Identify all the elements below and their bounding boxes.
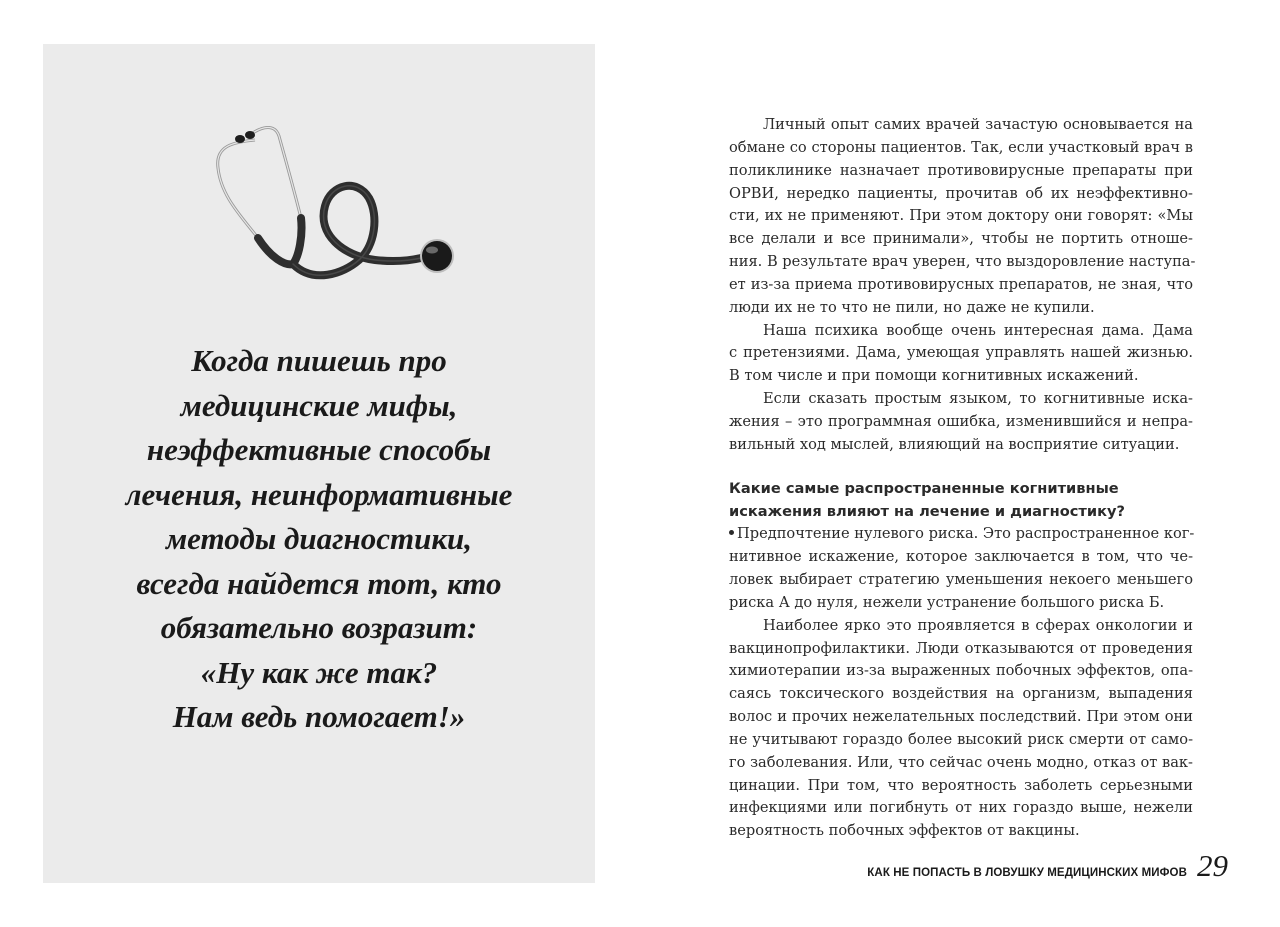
text-line: Личный опыт самих врачей зачастую основывается на (763, 116, 1193, 133)
text-line: ОРВИ, нередко пациенты, прочитав об их неэффективно- (729, 184, 1193, 202)
text-line (729, 523, 1193, 546)
text-line: цинации. При том, что вероятность заболеть серьезными (729, 776, 1193, 794)
heading-line: искажения влияют на лечение и диагностику? (729, 502, 1125, 520)
text-line: саясь токсического воздействия на организм, выпадения (729, 685, 1193, 703)
bullet-item (729, 523, 1193, 614)
running-title: КАК НЕ ПОПАСТЬ В ЛОВУШКУ МЕДИЦИНСКИХ МИФОВ (867, 867, 1187, 879)
text-line: химиотерапии из-за выраженных побочных эффектов, опа- (729, 662, 1193, 680)
text-line: го заболевания. Или, что сейчас очень модно, отказ от вак- (729, 753, 1193, 771)
text-line: ния. В результате врач уверен, что выздоровление наступа- (729, 253, 1196, 271)
right-page-text (729, 114, 1196, 843)
text-line: Если сказать простым языком, то когнитивные иска- (763, 390, 1193, 408)
quote-line: медицинские мифы, (180, 387, 458, 423)
quote-line: Нам ведь помогает!» (172, 699, 466, 734)
text-line: нитивное искажение, которое заключается в том, что че- (729, 548, 1193, 566)
text-line: с претензиями. Дама, умеющая управлять нашей жизнью. (729, 344, 1193, 362)
text-line: вильный ход мыслей, влияющий на восприятие ситуации. (729, 435, 1180, 453)
body-paragraph (729, 388, 1193, 457)
quote-line: неэффективные способы (146, 432, 492, 467)
page-footer (760, 848, 1228, 884)
page-number: 29 (1197, 848, 1228, 883)
quote-line: Когда пишешь про (191, 343, 447, 378)
text-line: жения – это программная ошибка, изменившийся и непра- (729, 412, 1193, 430)
text-line: Наша психика вообще очень интересная дама. Дама (763, 321, 1193, 339)
body-paragraph (729, 114, 1196, 320)
text-line: риска А до нуля, нежели устранение большого риска Б. (729, 593, 1165, 611)
bullet-icon (729, 530, 734, 535)
quote-line: методы диагностики, (165, 521, 473, 556)
text-line: вероятность побочных эффектов от вакцины. (729, 822, 1080, 840)
text-line: Наиболее ярко это проявляется в сферах онкологии и (763, 616, 1193, 634)
heading-line: Какие самые распространенные когнитивные (729, 479, 1119, 497)
text-line: инфекциями или погибнуть от них гораздо выше, нежели (729, 799, 1193, 817)
left-page-panel (43, 44, 595, 883)
quote-line: обязательно возразит: (160, 610, 478, 645)
quote-line: всегда найдется тот, кто (136, 565, 502, 601)
body-paragraph (729, 320, 1193, 389)
text-line: все делали и все принимали», чтобы не портить отноше- (729, 230, 1193, 248)
text-line: ловек выбирает стратегию уменьшения некоего меньшего (729, 571, 1193, 589)
text-line: поликлинике назначает противовирусные препараты при (729, 161, 1193, 179)
bullet-text: Предпочтение нулевого риска. Это распространенное ког- (737, 525, 1195, 543)
text-line: обмане со стороны пациентов. Так, если участковый врач в (729, 138, 1193, 156)
text-line: В том числе и при помощи когнитивных искажений. (729, 367, 1139, 385)
quote-line: лечения, неинформативные (125, 476, 513, 512)
body-paragraph (729, 615, 1193, 843)
text-line: волос и прочих нежелательных последствий. При этом они (729, 708, 1193, 726)
text-line: не учитывают гораздо более высокий риск смерти от само- (729, 730, 1193, 748)
text-line: вакцинопрофилактики. Люди отказываются от проведения (729, 639, 1193, 657)
text-line: сти, их не применяют. При этом доктору они говорят: «Мы (729, 207, 1193, 225)
quote-line: «Ну как же так? (200, 654, 438, 690)
text-line: ет из-за приема противовирусных препаратов, не зная, что (729, 275, 1193, 293)
stethoscope-icon (193, 106, 473, 296)
text-line: люди их не то что не пили, но даже не купили. (729, 298, 1095, 316)
pull-quote (43, 339, 595, 740)
section-heading (729, 478, 1193, 524)
